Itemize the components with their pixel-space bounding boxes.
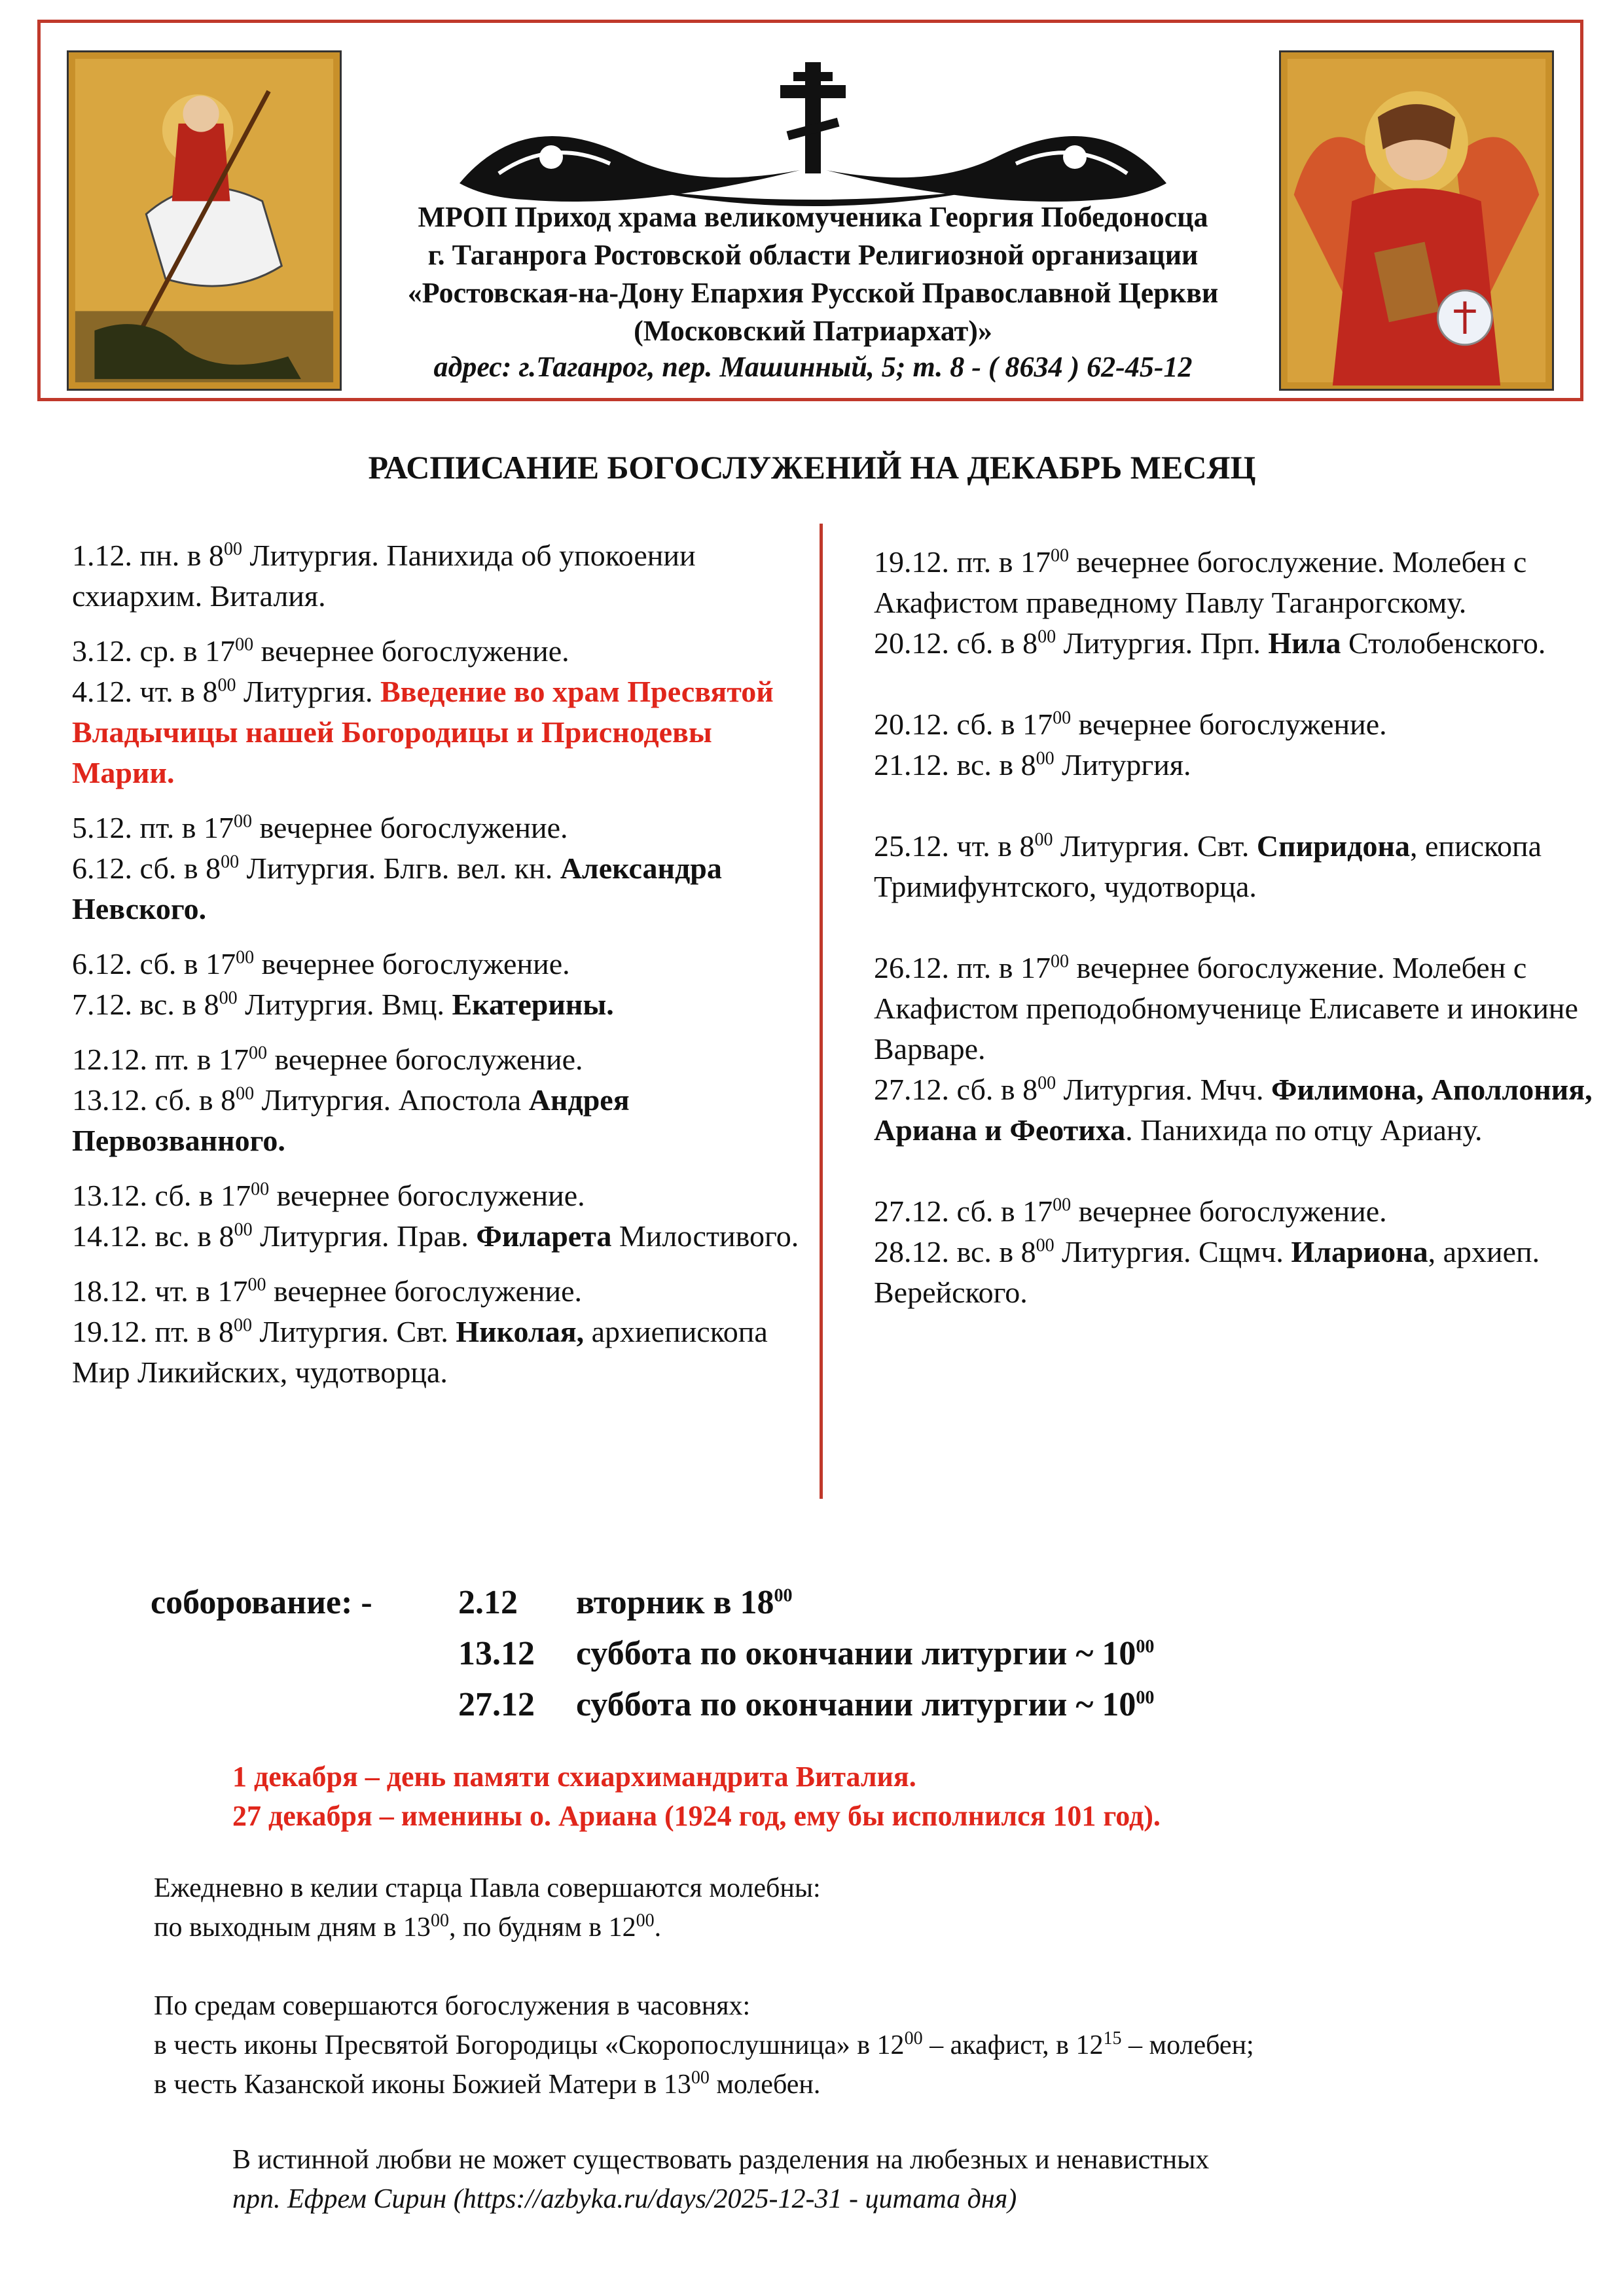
schedule-right-column: [874, 542, 1607, 1313]
soborovanie-dates: [458, 1577, 535, 1731]
soborovanie-date: 2.12: [458, 1584, 518, 1621]
wednesday-services-info: [154, 1986, 1254, 2104]
feast-name: Введение во храм Пресвятой Владычицы нашей Богородицы и Приснодевы Марии.: [72, 675, 774, 789]
schedule-entry: 3.12. ср. в $17^{00}$ вечернее богослужение.: [72, 634, 569, 668]
memorial-notes: [232, 1757, 1161, 1836]
schedule-entry: 14.12. вс. в $8^{00}$ Литургия. Прав. Филарета Милостивого.: [72, 1219, 799, 1253]
info-line: По средам совершаются богослужения в часовнях:: [154, 1991, 751, 2021]
schedule-entry: 25.12. чт. в $8^{00}$ Литургия. Свт. Спиридона, епископа Тримифунтского, чудотворца.: [874, 829, 1542, 903]
schedule-entry: 1.12. пн. в $8^{00}$ Литургия. Панихида об упокоении схиархим. Виталия.: [72, 539, 696, 613]
daily-moleben-info: [154, 1869, 821, 1947]
org-line: г. Таганрога Ростовской области Религиозной организации: [427, 239, 1199, 271]
schedule-entry: 6.12. сб. в $17^{00}$ вечернее богослужение.: [72, 947, 570, 980]
archangel-icon: [1279, 50, 1554, 391]
schedule-entry: 4.12. чт. в $8^{00}$ Литургия. Введение во храм Пресвятой Владычицы нашей Богородицы и Приснодевы Марии.: [72, 675, 774, 789]
memorial-note: 27 декабря – именины о. Ариана (1924 год, ему бы исполнился 101 год).: [232, 1800, 1161, 1832]
schedule-entry: 20.12. сб. в $8^{00}$ Литургия. Прп. Нила Столобенского.: [874, 626, 1546, 660]
org-line: МРОП Приход храма великомученика Георгия Победоносца: [418, 201, 1208, 233]
schedule-entry: 28.12. вс. в $8^{00}$ Литургия. Сщмч. Илариона, архиеп. Верейского.: [874, 1235, 1540, 1309]
st-george-icon: [67, 50, 342, 391]
schedule-title: РАСПИСАНИЕ БОГОСЛУЖЕНИЙ НА ДЕКАБРЬ МЕСЯЦ: [368, 449, 1256, 486]
schedule-entry: 20.12. сб. в $17^{00}$ вечернее богослужение.: [874, 708, 1387, 741]
address-line: адрес: г.Таганрог, пер. Машинный, 5; т. 8 - ( 8634 ) 62-45-12: [433, 351, 1193, 383]
soborovanie-time: суббота по окончании литургии ~ $10^{00}$: [576, 1635, 1155, 1672]
schedule-entry: 12.12. пт. в $17^{00}$ вечернее богослужение.: [72, 1043, 583, 1076]
soborovanie-label: соборование: -: [151, 1584, 372, 1621]
info-line: по выходным дням в $13^{00}$, по будням в $12^{00}$.: [154, 1910, 662, 1943]
schedule-entry: 6.12. сб. в $8^{00}$ Литургия. Блгв. вел. кн. Александра Невского.: [72, 852, 722, 925]
column-divider: [820, 524, 823, 1499]
soborovanie-time: суббота по окончании литургии ~ $10^{00}$: [576, 1686, 1155, 1723]
schedule-left-column: [72, 535, 812, 1393]
org-line: «Ростовская-на-Дону Епархия Русской Православной Церкви: [407, 277, 1219, 309]
quote-text: В истинной любви не может существовать разделения на любезных и ненавистных: [232, 2145, 1210, 2175]
schedule-entry: 18.12. чт. в $17^{00}$ вечернее богослужение.: [72, 1274, 583, 1308]
soborovanie-times: [576, 1577, 1154, 1731]
schedule-entry: 19.12. пт. в $17^{00}$ вечернее богослужение. Молебен с Акафистом праведному Павлу Таганрогскому.: [874, 545, 1527, 619]
org-line: (Московский Патриархат)»: [634, 315, 992, 347]
info-line: Ежедневно в келии старца Павла совершаются молебны:: [154, 1873, 821, 1903]
schedule-entry: 26.12. пт. в $17^{00}$ вечернее богослужение. Молебен с Акафистом преподобномученице Елисавете и инокине Варваре.: [874, 951, 1578, 1066]
info-line: в честь иконы Пресвятой Богородицы «Скоропослушница» в $12^{00}$ – акафист, в $12^{15}$ – молебен;: [154, 2028, 1254, 2060]
schedule-entry: 27.12. сб. в $8^{00}$ Литургия. Мчч. Филимона, Аполлония, Ариана и Феотиха. Панихида по отцу Ариану.: [874, 1073, 1593, 1147]
schedule-entry: 27.12. сб. в $17^{00}$ вечернее богослужение.: [874, 1194, 1387, 1228]
quote-source: прп. Ефрем Сирин (https://azbyka.ru/days/2025-12-31 - цитата дня): [232, 2184, 1017, 2214]
schedule-entry: 5.12. пт. в $17^{00}$ вечернее богослужение.: [72, 811, 568, 844]
schedule-entry: 7.12. вс. в $8^{00}$ Литургия. Вмц. Екатерины.: [72, 988, 614, 1021]
organization-name: [381, 198, 1245, 350]
memorial-note: 1 декабря – день памяти схиархимандрита Виталия.: [232, 1761, 916, 1793]
schedule-entry: 13.12. сб. в $17^{00}$ вечернее богослужение.: [72, 1179, 585, 1212]
soborovanie-time: вторник в $18^{00}$: [576, 1584, 793, 1621]
schedule-entry: 19.12. пт. в $8^{00}$ Литургия. Свт. Николая, архиепископа Мир Ликийских, чудотворца.: [72, 1315, 768, 1389]
soborovanie-date: 13.12: [458, 1635, 535, 1672]
header-frame: [37, 20, 1583, 401]
quote-of-the-day: [232, 2140, 1209, 2219]
soborovanie-date: 27.12: [458, 1686, 535, 1723]
cross-ornament: [446, 59, 1180, 219]
info-line: в честь Казанской иконы Божией Матери в $13^{00}$ молебен.: [154, 2068, 821, 2100]
schedule-entry: 21.12. вс. в $8^{00}$ Литургия.: [874, 748, 1191, 781]
schedule-entry: 13.12. сб. в $8^{00}$ Литургия. Апостола Андрея Первозванного.: [72, 1083, 630, 1157]
